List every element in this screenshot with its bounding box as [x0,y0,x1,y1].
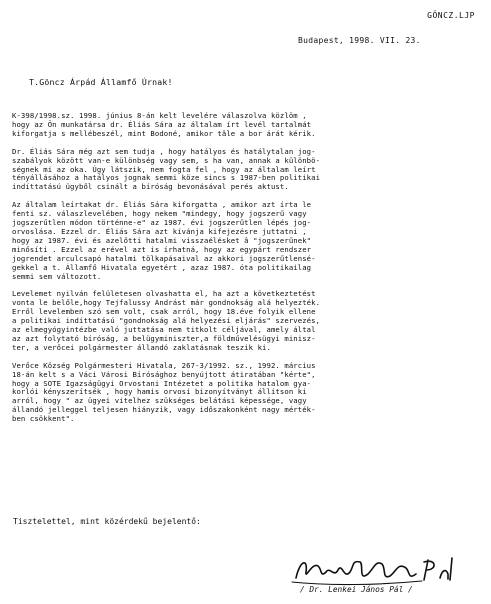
signer-name: / Dr. Lenkei János Pál / [300,585,413,594]
text-line: 18-án kelt s a Váci Városi Bírósághoz benyújtott átiratában "kérte", [12,369,316,379]
paragraph [12,201,482,281]
text-line: az azt folytató bíróság, a belügyminiszter,a földművelésügyi minisz- [12,333,316,343]
text-line: szabályok között van-e különbség vagy sem, s ha van, annak a különbö- [12,155,321,165]
text-line: ben csökkent". [12,414,75,424]
paragraph [12,148,482,193]
text-line: ter, a verőcei polgármester állandó zaklatásnak teszik ki. [12,342,271,352]
text-line: Dr. Éliás Sára még azt sem tudja , hogy hatályos és hatálytalan jog- [12,146,316,156]
text-line: tényállásához a hatályos jognak semmi köze sincs s 1987-ben politikai [12,173,321,183]
paragraph [12,290,482,352]
text-line: a politikai indíttatású "gondnokság alá helyezési eljárás" szervezés, [12,316,321,326]
text-line: Az általam leírtakat dr. Éliás Sára kiforgatta , amikor azt írta le [12,200,312,210]
salutation: T.Göncz Árpád Államfő Úrnak! [29,77,173,87]
paragraph [12,112,482,139]
text-line: vonta le belőle,hogy Tejfalussy Andrást már gondnokság alá helyezték. [12,298,321,308]
text-line: az elmegyógyintézbe való juttatása nem titkolt céljával, amely által [12,325,316,335]
text-line: hogy az Ön munkatársa dr. Éliás Sára az általam írt levél tartalmát [12,119,312,129]
text-line: jogszerűtlen módon történne-e" az 1987. évi jogszerűtlen lépés jog- [12,218,312,228]
text-line: állandó jelleggel teljesen hiányzik, vagy időszakonként nagy mérték- [12,405,316,415]
text-line: semmi sem változott. [12,271,102,281]
letter-body [12,112,482,433]
text-line: orvoslása. Ezzel dr. Éliás Sára azt kívánja kifejezésre juttatni , [12,226,307,236]
text-line: jogrendet arculcsapó hatalmi tölkapásaival az akkori jogszerűtlensé- [12,253,316,263]
file-reference: GÖNCZ.LJP [427,11,475,20]
letter-date: Budapest, 1998. VII. 23. [298,36,421,45]
text-line: korlói kényszerítsék , hogy hamis orvosi bizonyítványt állítson ki [12,387,307,397]
text-line: arról, hogy " az ügyei vitelhez szükséges belátási képessége, vagy [12,396,307,406]
text-line: kiforgatja s mellébeszél, mint Bodoné, amikor tâle a bor árát kérik. [12,128,316,138]
text-line: indíttatású ügyből csinált a bíróság bevonásával perés aktust. [12,182,289,192]
text-line: gekkel a t. Államfő Hivatala egyetért , azaz 1987. óta politikailag [12,262,312,272]
text-line: ségnek mi az oka. Úgy látszik, nem fogta fel , hogy az általam leírt [12,164,316,174]
text-line: minősíti . Ezzel az erével azt is írhatná, hogy az egypárt rendszer [12,244,312,254]
text-line: Erről levelemben szó sem volt, csak arról, hogy 18.éve folyik ellene [12,307,316,317]
handwritten-signature [290,552,460,588]
text-line: Levelemet nyilván felületesen olvashatta el, ha azt a következtetést [12,289,316,299]
paragraph [12,362,482,424]
text-line: Verőce Község Polgármesteri Hivatala, 267-3/1992. sz., 1992. március [12,360,316,370]
closing-line: Tisztelettel, mint közérdekű bejelentő: [13,517,201,526]
text-line: hogy az 1987. évi és azelőtti hatalmi visszaélésket â "jogszerűnek" [12,235,312,245]
text-line: fenti sz. válaszlevelében, hogy nekem "mindegy, hogy jogszerű vagy [12,209,307,219]
text-line: K-398/1998.sz. 1998. június 8-án kelt levelére válaszolva közlöm , [12,111,307,120]
text-line: hogy a SOTE Igazságügyi Orvostani Intézetet a politika hatalom gya- [12,378,312,388]
